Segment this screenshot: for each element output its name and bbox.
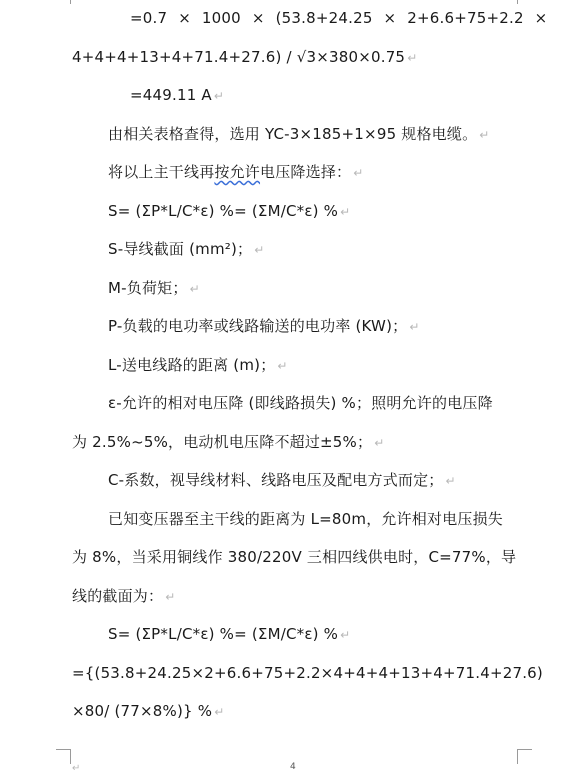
paragraph-mark: ↵ [353,166,364,180]
paragraph-mark: ↵ [214,705,225,719]
voltage-drop-intro-line: 将以上主干线再按允许电压降选择： ↵ [108,163,364,181]
paragraph-mark: ↵ [445,474,456,488]
paragraph-mark: ↵ [213,89,225,103]
section-intro-line: 线的截面为： ↵ [72,587,176,605]
paragraph-mark: ↵ [340,205,351,219]
substitution-line: ={(53.8+24.25×2+6.6+75+2.2×4+4+4+13+4+71.4+27.6) [72,664,543,682]
definition-s-line: S-导线截面 (mm²)； ↵ [108,240,265,258]
formula-s-repeat-line: S= (ΣP*L/C*ε) %= (ΣM/C*ε) % ↵ [108,625,351,643]
result-line: =449.11 A ↵ [130,86,225,104]
crop-mark-bottom-left [56,749,71,764]
paragraph-mark: ↵ [374,436,385,450]
paragraph-mark: ↵ [407,51,418,65]
paragraph-mark: ↵ [165,590,176,604]
paragraph-mark: ↵ [277,359,288,373]
definition-m-line: M-负荷矩； ↵ [108,279,200,297]
crop-mark-top-left [56,0,71,4]
paragraph-mark: ↵ [340,628,351,642]
formula-line-2: 4+4+4+13+4+71.4+27.6) / √3×380×0.75 ↵ [72,48,418,66]
page-number: 4 [290,762,296,772]
definition-epsilon-continuation: 为 2.5%~5%，电动机电压降不超过±5%； ↵ [72,433,385,451]
spellcheck-underline-text: 按允许 [214,163,261,181]
definition-c-line: C-系数，视导线材料、线路电压及配电方式而定； ↵ [108,471,456,489]
definition-l-line: L-送电线路的距离 (m)； ↵ [108,356,288,374]
known-distance-line: 已知变压器至主干线的距离为 L=80m，允许相对电压损失 [108,510,503,528]
paragraph-mark: ↵ [72,763,81,774]
paragraph-mark: ↵ [409,320,420,334]
formula-line-1: =0.7 × 1000 × (53.8+24.25 × 2+6.6+75+2.2 × [130,9,548,27]
definition-p-line: P-负载的电功率或线路输送的电功率 (KW)； ↵ [108,317,420,335]
crop-mark-top-right [517,0,532,4]
definition-epsilon-line: ε-允许的相对电压降 (即线路损失) %；照明允许的电压降 [108,394,493,412]
substitution-continuation: ×80/ (77×8%)} % ↵ [72,702,225,720]
paragraph-mark: ↵ [479,128,490,142]
cable-selection-line: 由相关表格查得，选用 YC-3×185+1×95 规格电缆。 ↵ [108,125,490,143]
paragraph-mark: ↵ [254,243,265,257]
crop-mark-bottom-right [517,749,532,764]
paragraph-mark: ↵ [189,282,200,296]
known-distance-continuation: 为 8%，当采用铜线作 380/220V 三相四线供电时，C=77%，导 [72,548,517,566]
formula-s-line: S= (ΣP*L/C*ε) %= (ΣM/C*ε) % ↵ [108,202,351,220]
